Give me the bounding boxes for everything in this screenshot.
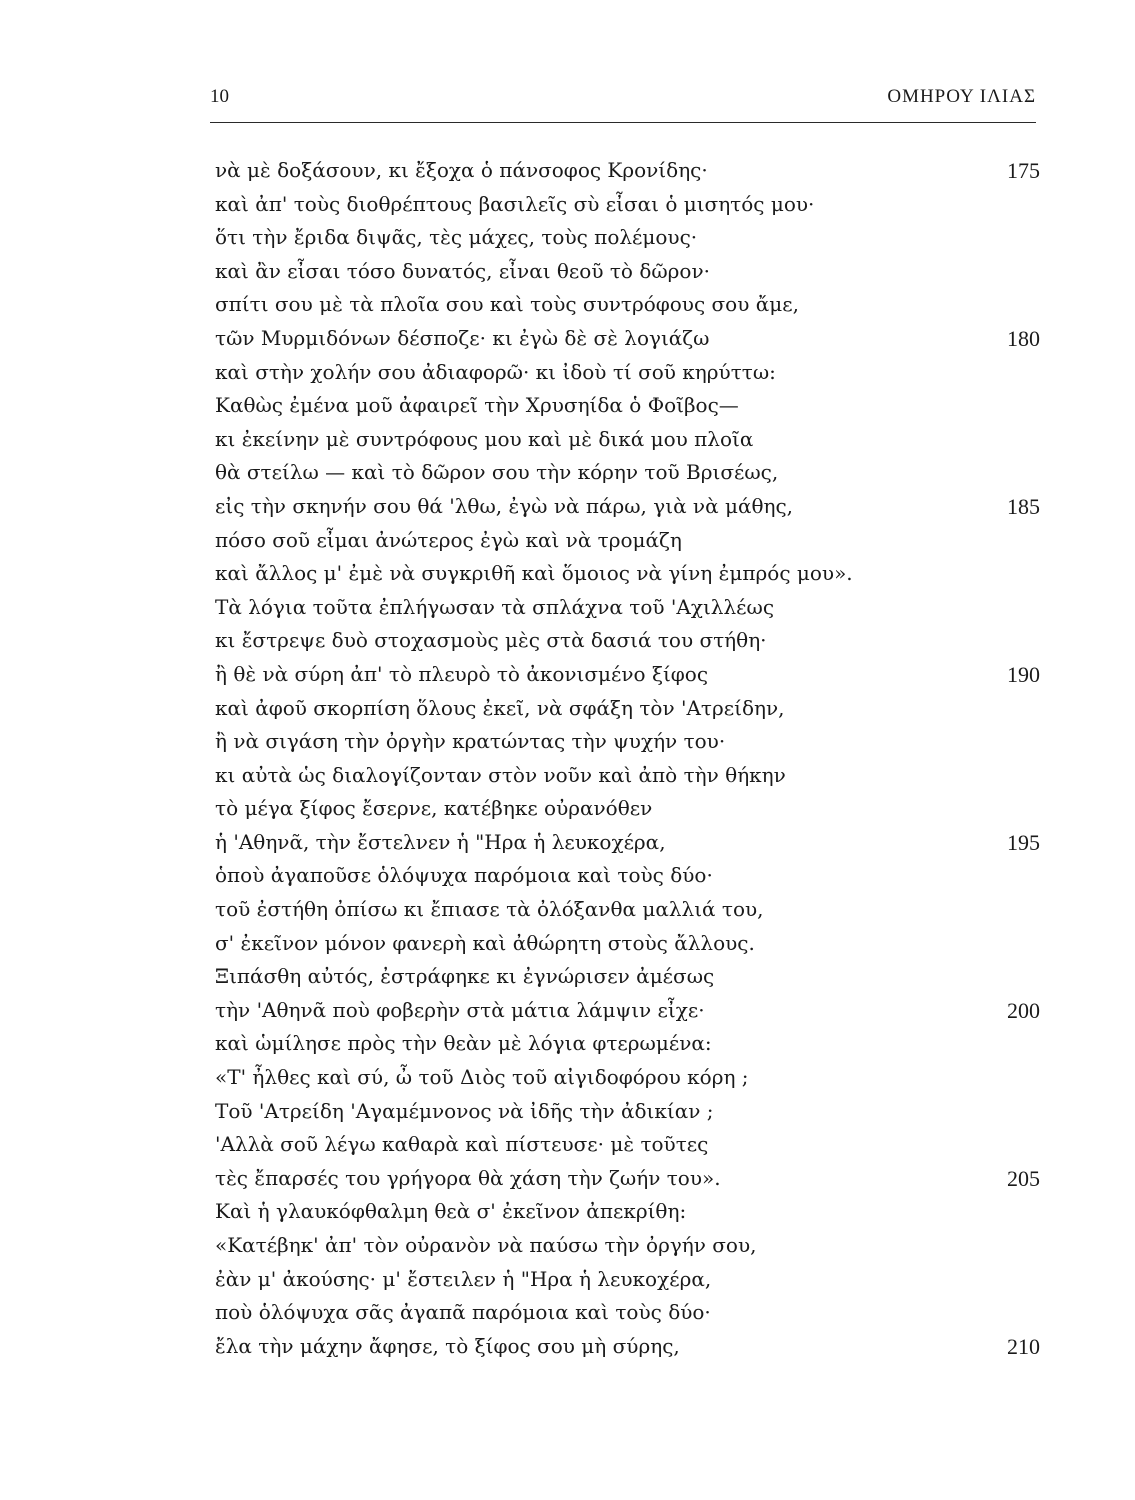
verse-text: καὶ ἂν εἶσαι τόσο δυνατός, εἶναι θεοῦ τὸ δῶρον· [215,258,710,283]
verse-text: καὶ ἀφοῦ σκορπίση ὅλους ἐκεῖ, νὰ σφάξη τὸν 'Ατρείδην, [215,695,785,720]
verse-line [215,591,1040,625]
verse-line [215,927,1040,961]
verse-line [215,692,1040,726]
verse-text: πόσο σοῦ εἶμαι ἀνώτερος ἐγὼ καὶ νὰ τρομάζη [215,527,682,552]
verse-text: ἢ θὲ νὰ σύρη ἀπ' τὸ πλευρὸ τὸ ἀκονισμένο ξίφος [215,661,709,686]
verse-text: ἡ 'Αθηνᾶ, τὴν ἔστελνεν ἡ "Ηρα ἡ λευκοχέρα, [215,829,666,854]
verse-line [215,1162,1040,1196]
verse-line [215,792,1040,826]
verse-line [215,255,1040,289]
verse-text: «Τ' ἦλθες καὶ σύ, ὦ τοῦ Διὸς τοῦ αἰγιδοφόρου κόρη ; [215,1065,749,1090]
verse-line [215,1095,1040,1129]
verse-text: ἔλα τὴν μάχην ἄφησε, τὸ ξίφος σου μὴ σύρης, [215,1333,680,1358]
verse-line [215,994,1040,1028]
verse-line [215,154,1040,188]
verse-line [215,389,1040,423]
verse-text: σπίτι σου μὲ τὰ πλοῖα σου καὶ τοὺς συντρόφους σου ἄμε, [215,292,799,317]
verse-line [215,1195,1040,1229]
verse-line [215,524,1040,558]
verse-line [215,456,1040,490]
verse-number: 190 [1007,661,1040,687]
verse-text: κι ἐκείνην μὲ συντρόφους μου καὶ μὲ δικά μου πλοῖα [215,426,754,451]
verse-text: ἢ νὰ σιγάση τὴν ὀργὴν κρατώντας τὴν ψυχήν του· [215,729,726,754]
verse-number: 195 [1007,829,1040,855]
verse-text: Καὶ ἡ γλαυκόφθαλμη θεὰ σ' ἐκεῖνον ἀπεκρίθη: [215,1199,687,1224]
verse-text: καὶ ὡμίλησε πρὸς τὴν θεὰν μὲ λόγια φτερωμένα: [215,1031,712,1056]
verse-line [215,423,1040,457]
verse-line [215,859,1040,893]
verse-line [215,1128,1040,1162]
verse-list [215,154,1040,1363]
verse-line [215,1263,1040,1297]
verse-number: 175 [1007,158,1040,183]
verse-text: «Κατέβηκ' ἀπ' τὸν οὐρανὸν νὰ παύσω τὴν ὀργήν σου, [215,1233,757,1257]
verse-line [215,759,1040,793]
verse-text: θὰ στείλω — καὶ τὸ δῶρον σου τὴν κόρην τοῦ Βρισέως, [215,460,779,485]
verse-text: Καθὼς ἐμένα μοῦ ἀφαιρεῖ τὴν Χρυσηίδα ὁ Φοῖβος— [215,393,739,418]
page-number: 10 [210,86,229,107]
verse-text: ἐὰν μ' ἀκούσης· μ' ἔστειλεν ἡ "Ηρα ἡ λευκοχέρα, [215,1266,712,1291]
verse-line [215,288,1040,322]
verse-line [215,1027,1040,1061]
verse-text: ποὺ ὁλόψυχα σᾶς ἀγαπᾶ παρόμοια καὶ τοὺς δύο· [215,1300,711,1325]
verse-text: τοῦ ἐστήθη ὀπίσω κι ἔπιασε τὰ ὀλόξανθα μαλλιά του, [215,897,764,922]
verse-text: τὴν 'Αθηνᾶ ποὺ φοβερὴν στὰ μάτια λάμψιν εἶχε· [215,997,705,1022]
verse-text: Τὰ λόγια τοῦτα ἐπλήγωσαν τὰ σπλάχνα τοῦ 'Αχιλλέως [215,594,775,619]
verse-line [215,1229,1040,1263]
verse-text: καὶ ἄλλος μ' ἐμὲ νὰ συγκριθῆ καὶ ὅμοιος νὰ γίνη ἐμπρός μου». [215,561,853,586]
verse-line [215,221,1040,255]
verse-line [215,960,1040,994]
header-rule [210,122,1036,123]
verse-text: τῶν Μυρμιδόνων δέσποζε· κι ἐγὼ δὲ σὲ λογιάζω [215,325,710,350]
verse-number: 210 [1007,1333,1040,1359]
verse-text: καὶ στὴν χολήν σου ἀδιαφορῶ· κι ἰδοὺ τί σοῦ κηρύττω: [215,359,776,384]
verse-text: τὲς ἔπαρσές του γρήγορα θὰ χάση τὴν ζωήν του». [215,1165,721,1190]
verse-text: καὶ ἀπ' τοὺς διοθρέπτους βασιλεῖς σὺ εἶσαι ὁ μισητός μου· [215,191,815,216]
verse-number: 185 [1007,493,1040,519]
verse-text: 'Αλλὰ σοῦ λέγω καθαρὰ καὶ πίστευσε· μὲ τοῦτες [215,1132,709,1157]
verse-line [215,490,1040,524]
verse-line [215,826,1040,860]
verse-text: εἰς τὴν σκηνήν σου θά 'λθω, ἐγὼ νὰ πάρω, γιὰ νὰ μάθης, [215,493,794,518]
verse-text: ὁποὺ ἀγαποῦσε ὁλόψυχα παρόμοια καὶ τοὺς δύο· [215,863,713,888]
verse-line [215,188,1040,222]
verse-text: τὸ μέγα ξίφος ἔσερνε, κατέβηκε οὐρανόθεν [215,796,653,821]
verse-line [215,1296,1040,1330]
verse-line [215,322,1040,356]
book-title: ΟΜΗΡΟΥ ΙΛΙΑΣ [887,86,1036,107]
verse-line [215,1330,1040,1364]
verse-text: κι αὐτὰ ὡς διαλογίζονταν στὸν νοῦν καὶ ἀπὸ τὴν θήκην [215,762,786,787]
verse-text: Τοῦ 'Ατρείδη 'Αγαμέμνονος νὰ ἰδῆς τὴν ἀδικίαν ; [215,1098,714,1123]
verse-text: νὰ μὲ δοξάσουν, κι ἔξοχα ὁ πάνσοφος Κρονίδης· [215,158,708,182]
verse-number: 205 [1007,1165,1040,1191]
verse-line [215,893,1040,927]
verse-line [215,725,1040,759]
running-head [210,86,1036,118]
verse-line [215,658,1040,692]
verse-text: ὅτι τὴν ἔριδα διψᾶς, τὲς μάχες, τοὺς πολέμους· [215,225,698,250]
verse-number: 200 [1007,997,1040,1023]
verse-line [215,1061,1040,1095]
verse-line [215,356,1040,390]
verse-text: Ξιπάσθη αὐτός, ἐστράφηκε κι ἐγνώρισεν ἀμέσως [215,964,715,989]
verse-text: σ' ἐκεῖνον μόνον φανερὴ καὶ ἀθώρητη στοὺς ἄλλους. [215,930,755,955]
verse-text: κι ἔστρεψε δυὸ στοχασμοὺς μὲς στὰ δασιά του στήθη· [215,628,767,653]
verse-number: 180 [1007,325,1040,351]
verse-line [215,624,1040,658]
verse-line [215,557,1040,591]
